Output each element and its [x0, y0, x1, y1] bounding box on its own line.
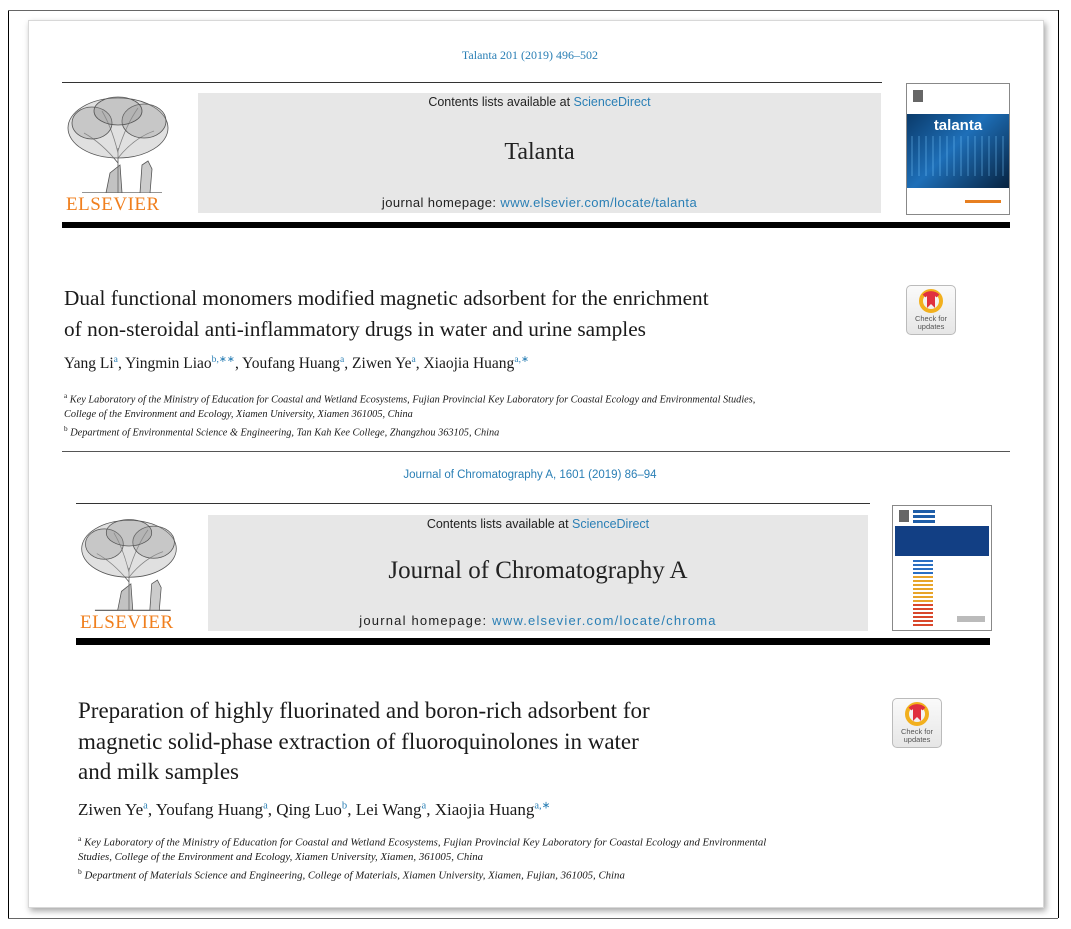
title-line: and milk samples	[78, 759, 239, 784]
affiliation: $^a$ Key Laboratory of the Ministry of Education for Coastal and Wetland Ecosystems, Fujian Provincial Key Laboratory for Coastal Ecology and Environmental	[78, 834, 767, 849]
paper1-title	[64, 283, 709, 345]
paper1-top-rule	[62, 82, 882, 83]
homepage-prefix: journal homepage:	[381, 195, 501, 210]
sciencedirect-link[interactable]: ScienceDirect	[573, 95, 651, 109]
journal-homepage	[198, 195, 881, 210]
author: Yingmin Liao$^{b,∗∗}$,	[125, 354, 243, 373]
author: Xiaojia Huang$^{a,∗}$	[423, 354, 530, 373]
cover-title: talanta	[933, 117, 983, 134]
homepage-url[interactable]: www.elsevier.com/locate/talanta	[500, 195, 698, 210]
title-line: Preparation of highly fluorinated and boron-rich adsorbent for	[78, 698, 650, 723]
author: Lei Wang$^a$,	[355, 799, 435, 819]
elsevier-tree-logo	[62, 93, 174, 193]
affiliation-continued: Studies, College of the Environment and Ecology, Xiamen University, Xiamen, 361005, China	[78, 851, 484, 864]
elsevier-wordmark: ELSEVIER	[80, 612, 174, 633]
author: Xiaojia Huang$^{a,∗}$	[434, 799, 551, 819]
paper2-affiliations	[78, 832, 978, 883]
paper2-bottom-rule	[76, 638, 990, 645]
paper1-bottom-rule	[62, 222, 1010, 228]
journal-name: Journal of Chromatography A	[388, 557, 688, 584]
affiliation: $^b$ Department of Materials Science and Engineering, College of Materials, Xiamen University, Xiamen, Fujian, 361005, China	[78, 866, 625, 882]
author: Ziwen Ye$^a$,	[78, 799, 156, 819]
crop-mark	[8, 10, 1058, 11]
updates-label: updates	[917, 322, 945, 331]
contents-line	[208, 517, 868, 531]
paper-separator	[62, 451, 1010, 452]
paper2-title	[78, 696, 650, 788]
homepage-prefix: journal homepage:	[359, 613, 493, 628]
paper1-authors	[64, 354, 529, 373]
paper2-top-rule	[76, 503, 870, 504]
paper1-journal-header	[198, 93, 881, 213]
check-for-updates-button[interactable]	[892, 698, 942, 748]
crop-mark	[1058, 10, 1059, 918]
author: Youfang Huang$^a$,	[155, 799, 277, 819]
paper2-journal-header	[208, 515, 868, 631]
paper2-citation: Journal of Chromatography A, 1601 (2019) 86–94	[403, 469, 657, 481]
homepage-url[interactable]: www.elsevier.com/locate/chroma	[492, 613, 717, 628]
paper1-affiliations	[64, 389, 944, 441]
sciencedirect-link[interactable]: ScienceDirect	[572, 517, 650, 531]
author: Qing Luo$^b$,	[276, 799, 356, 819]
author: Youfang Huang$^a$,	[242, 354, 353, 373]
elsevier-tree-logo	[76, 515, 182, 611]
paper1-citation: Talanta 201 (2019) 496–502	[461, 48, 599, 62]
affiliation-continued: College of the Environment and Ecology, Xiamen University, Xiamen 361005, China	[64, 408, 413, 420]
bookmark-icon	[907, 286, 955, 316]
check-for-updates-button[interactable]	[906, 285, 956, 335]
contents-prefix: Contents lists available at	[426, 517, 573, 531]
check-for-label: Check for	[914, 314, 948, 323]
journal-name: Talanta	[504, 139, 575, 165]
journal-homepage	[208, 613, 868, 628]
paper2-authors	[78, 799, 550, 820]
title-line: Dual functional monomers modified magnetic adsorbent for the enrichment	[64, 286, 709, 310]
affiliation: $^b$ Department of Environmental Science & Engineering, Tan Kah Kee College, Zhangzhou 363105, China	[64, 425, 500, 439]
title-line: of non-steroidal anti-inflammatory drugs in water and urine samples	[64, 317, 646, 341]
check-for-label: Check for	[900, 727, 934, 736]
crop-mark	[8, 918, 1058, 919]
bookmark-icon	[893, 699, 941, 729]
elsevier-wordmark: ELSEVIER	[66, 194, 160, 215]
journal-cover-talanta	[906, 83, 1010, 215]
crop-mark	[8, 10, 9, 918]
author: Ziwen Ye$^a$,	[352, 354, 424, 373]
title-line: magnetic solid-phase extraction of fluoroquinolones in water	[78, 728, 639, 754]
author: Yang Li$^a$,	[64, 354, 126, 373]
journal-cover-chromatography	[892, 505, 992, 631]
contents-prefix: Contents lists available at	[428, 95, 574, 109]
contents-line	[198, 95, 881, 109]
updates-label: updates	[903, 735, 931, 744]
affiliation: $^a$ Key Laboratory of the Ministry of Education for Coastal and Wetland Ecosystems, Fujian Provincial Key Laboratory for Coastal Ecology and Environmental Studies,	[64, 392, 756, 406]
